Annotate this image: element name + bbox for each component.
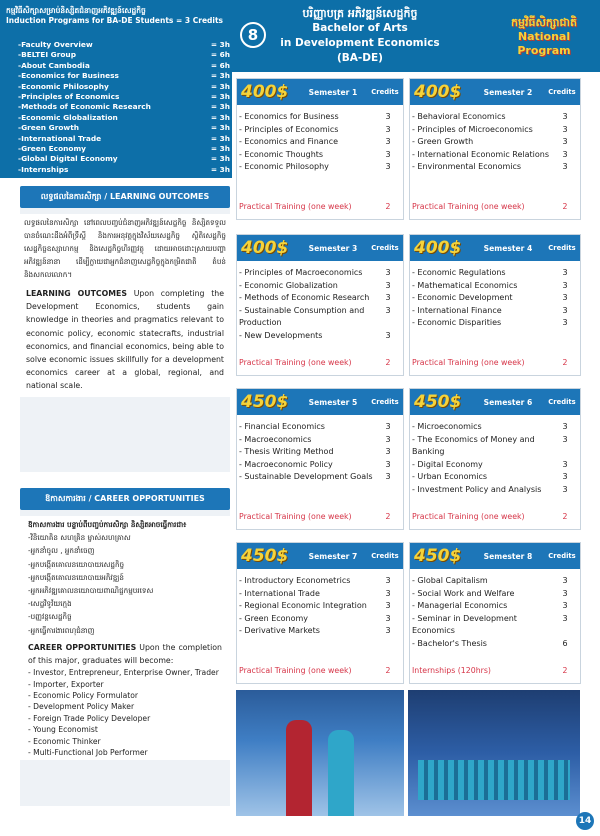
course-name: - Financial Economics [239,422,325,431]
course-name: - The Economics of Money and Banking [412,434,535,456]
induction-name: -Principles of Economics [18,92,120,102]
induction-list [18,40,230,175]
semester-card [236,388,404,530]
career-en-item: - Economic Thinker [28,736,101,746]
course-name: - Environmental Economics [412,162,522,171]
credits-header: Credits [548,244,576,252]
practical-credits: 2 [385,358,391,367]
course-row [412,161,578,174]
semester-card [409,234,581,376]
practical-row [239,512,401,521]
course-credits: 3 [385,576,391,585]
course-credits: 3 [562,472,568,481]
career-km-item: -បញ្ញវន្តសេដ្ឋកិច្ច [28,612,72,622]
credits-header: Credits [371,552,399,560]
course-row [412,292,578,305]
semester-title: Semester 6 [483,397,533,407]
course-list [237,105,403,174]
course-credits: 3 [562,613,568,623]
learning-outcomes-text: Upon completing the Development Economics, students gain knowledge in theories and pragmatics relevant to economic policy, economic statecrafts, industrial economics, and financial economics, being able to solve economic issues skillfully for a development economics career at a global, regional, and national scale. [26,289,224,391]
course-credits: 3 [385,588,391,598]
course-row [239,330,401,343]
program-title-en-2: in Development Economics (BA-DE) [280,37,440,64]
semester-header [410,79,580,105]
course-name: - Sustainable Consumption and Production [239,305,365,327]
practical-row [239,358,401,367]
semester-header [237,235,403,261]
learning-outcomes-km: លទ្ធផលនៃការសិក្សា នៅពេលបញ្ចប់ជំនាញអភិវឌ្ឍន៍សេដ្ឋកិច្ច និស្សិតទទួលបានចំណេះដឹងអំពីទ្រឹស្ដី និងការអនុវត្តក្នុងវិស័យសេដ្ឋកិច្ច ស្ថិតិសេដ្ឋកិច្ច សេដ្ឋកិច្ចឧស្សាហកម្ម និងសេដ្ឋកិច្ចហិរញ្ញវត្ថុ ដោយអាចដោះស្រាយបញ្ហាអភិវឌ្ឍន៍នានា ដើម្បីក្លាយជាអ្នកជំនាញសេដ្ឋកិច្ចក្នុងកម្រិតជាតិ តំបន់ និងសកលលោក។ [20,214,230,283]
course-row [412,459,578,472]
learning-outcomes-en [20,283,230,397]
course-name: - Methods of Economic Research [239,293,370,302]
induction-name: -Green Growth [18,123,80,133]
learning-outcomes-lead: LEARNING OUTCOMES [26,289,127,298]
semester-fee: 450$ [241,392,289,412]
course-credits: 3 [385,124,391,134]
course-credits: 3 [562,601,568,610]
course-name: - Global Capitalism [412,576,488,585]
induction-hours: = 6h [210,50,230,60]
course-name: - Introductory Econometrics [239,576,351,585]
course-row [239,600,401,613]
course-name: - Microeconomics [412,422,482,431]
practical-row [239,666,401,675]
course-credits: 3 [562,434,568,444]
course-credits: 3 [385,626,391,635]
course-row [239,459,401,472]
induction-name: -Methods of Economic Research [18,102,151,112]
course-name: - Economic Disparities [412,318,502,327]
course-row [412,600,578,613]
program-title-km: បរិញ្ញាបត្រ អភិវឌ្ឍន៍សេដ្ឋកិច្ច [302,7,418,20]
course-name: - Principles of Macroeconomics [239,268,363,277]
course-row [412,484,578,497]
course-name: - Thesis Writing Method [239,447,334,456]
induction-name: -About Cambodia [18,60,90,70]
course-name: - Green Growth [412,137,474,146]
course-credits: 3 [385,613,391,623]
course-credits: 3 [562,112,568,121]
course-row [412,267,578,280]
course-row [412,280,578,293]
career-en-item: - Multi-Functional Job Performer [28,748,148,758]
credits-header: Credits [548,88,576,96]
semester-card [236,78,404,220]
course-credits: 3 [562,268,568,277]
course-name: - Economic Philosophy [239,162,329,171]
induction-hours: = 3h [210,144,230,154]
course-credits: 3 [385,112,391,121]
course-name: - Principles of Economics [239,124,339,134]
course-name: - Urban Economics [412,472,488,481]
career-en-lead: CAREER OPPORTUNITIES [28,642,137,652]
practical-name: Practical Training (one week) [239,666,352,675]
program-title [270,6,450,66]
career-en-item: - Development Policy Maker [28,702,135,712]
course-credits: 3 [385,459,391,469]
course-name: - Behavioral Economics [412,112,506,121]
semester-header [410,389,580,415]
course-name: - Social Work and Welfare [412,588,515,598]
course-name: - Economic Globalization [239,280,338,290]
course-credits: 3 [385,280,391,290]
induction-item [18,61,230,71]
course-row [412,613,578,638]
course-credits: 6 [562,638,568,648]
course-row [412,638,578,651]
course-row [239,136,401,149]
career-section [20,488,230,806]
course-name: - Seminar in Development Economics [412,613,517,635]
induction-name: -Economics for Business [18,71,119,81]
course-row [412,111,578,124]
course-credits: 3 [562,576,568,585]
course-row [239,575,401,588]
course-name: - Sustainable Development Goals [239,472,373,481]
course-row [412,305,578,318]
national-program-km: កម្មវិធីសិក្សាជាតិ [511,16,577,29]
induction-hours: = 3h [210,71,230,81]
course-list [410,261,580,330]
course-row [412,317,578,330]
career-km-item: -អ្នកបង្កើតគោលនយោបាយអភិវឌ្ឍន៍ [28,572,124,582]
graduate-figure-2 [328,730,354,816]
course-credits: 3 [385,472,391,481]
induction-hours: = 3h [210,40,230,49]
semester-header [410,235,580,261]
practical-row [412,512,578,521]
graduation-photo [236,690,404,816]
course-row [239,471,401,484]
practical-name: Practical Training (one week) [239,512,352,521]
practical-row [412,202,578,211]
course-name: - Mathematical Economics [412,280,518,290]
course-row [239,421,401,434]
course-row [412,149,578,162]
course-name: - New Developments [239,330,323,340]
induction-name: -Economic Globalization [18,112,118,122]
induction-name: -Faculty Overview [18,40,93,49]
course-credits: 3 [385,422,391,431]
course-name: - Bachelor's Thesis [412,638,487,648]
course-row [239,292,401,305]
induction-item [18,144,230,154]
induction-name: -International Trade [18,133,102,143]
semester-title: Semester 2 [483,87,533,97]
course-name: - Regional Economic Integration [239,601,367,610]
course-name: - Digital Economy [412,459,483,469]
practical-name: Practical Training (one week) [412,202,525,211]
course-credits: 3 [385,434,391,444]
practical-name: Practical Training (one week) [239,202,352,211]
course-name: - International Economic Relations [412,149,550,159]
semester-card [236,234,404,376]
practical-name: Practical Training (one week) [412,358,525,367]
course-row [239,124,401,137]
course-name: - Economic Thoughts [239,149,324,159]
semester-header [237,389,403,415]
course-credits: 3 [385,305,391,315]
induction-item [18,113,230,123]
course-name: - Economics for Business [239,112,339,121]
career-en-intro [20,637,230,667]
course-row [239,588,401,601]
course-list [410,569,580,650]
career-km-item: -អ្នកធ្វើការងារពហុជំនាញ [28,625,95,635]
course-name: - Principles of Microeconomics [412,124,533,134]
course-credits: 3 [562,162,568,171]
induction-item [18,40,230,50]
induction-item [18,102,230,112]
career-heading: ឱកាសការងារ / CAREER OPPORTUNITIES [20,488,230,510]
practical-credits: 2 [562,358,568,367]
induction-item [18,71,230,81]
course-row [239,613,401,626]
course-row [412,471,578,484]
semester-card [409,78,581,220]
practical-credits: 2 [562,666,568,675]
semester-title: Semester 3 [308,243,358,253]
course-credits: 3 [385,268,391,277]
semester-fee: 450$ [241,546,289,566]
course-row [412,434,578,459]
induction-name: -Internships [18,164,69,174]
career-en-item: - Foreign Trade Policy Developer [28,713,151,723]
credits-header: Credits [371,88,399,96]
credits-header: Credits [548,398,576,406]
semester-title: Semester 4 [483,243,533,253]
course-credits: 3 [562,280,568,290]
course-row [412,124,578,137]
course-credits: 3 [562,305,568,315]
semester-fee: 400$ [241,238,289,258]
course-row [239,446,401,459]
course-credits: 3 [562,293,568,302]
course-name: - Economic Development [412,293,513,302]
credits-header: Credits [371,398,399,406]
induction-item [18,82,230,92]
course-name: - Macroeconomics [239,434,312,444]
induction-item [18,50,230,60]
course-credits: 3 [562,137,568,146]
course-credits: 3 [385,601,391,610]
course-list [237,261,403,342]
course-credits: 3 [385,330,391,340]
practical-name: Practical Training (one week) [239,358,352,367]
practical-name: Practical Training (one week) [412,512,525,521]
semester-card [409,388,581,530]
course-name: - Macroeconomic Policy [239,459,333,469]
course-credits: 3 [385,447,391,456]
header-left-km: កម្មវិធីសិក្សាសម្រាប់និស្សិតជំនាញអភិវឌ្ឍន៍សេដ្ឋកិច្ច [6,6,146,15]
header-left [6,6,223,26]
graduate-figure [286,720,312,816]
course-name: - Green Economy [239,613,309,623]
semester-header [410,543,580,569]
career-km-item: -សេដ្ឋវិទូវ័យក្មេង [28,599,72,609]
course-credits: 3 [562,124,568,134]
course-name: - Derivative Markets [239,626,320,635]
program-number-badge: 8 [240,22,266,48]
career-km-item: -អ្នកបង្កើតគោលនយោបាយសេដ្ឋកិច្ច [28,559,125,569]
course-row [239,625,401,638]
practical-row [239,202,401,211]
national-program-logo [496,16,592,58]
career-km-item: -អ្នកនាំចូល , អ្នកនាំចេញ [28,546,95,556]
career-km-lead: ឱកាសការងារ បន្ទាប់ពីបញ្ចប់ការសិក្សា និស្សិតអាចធ្វើការជា៖ [28,520,187,529]
semester-card [409,542,581,684]
induction-item [18,165,230,175]
header-left-en: Induction Programs for BA-DE Students = 3 Credits [6,16,224,25]
course-row [412,575,578,588]
course-credits: 3 [385,293,391,302]
course-name: - International Finance [412,305,502,315]
course-credits: 3 [562,459,568,469]
career-en-text: Upon the completion of this major, graduates will become: [28,642,222,666]
learning-outcomes-heading: លទ្ធផលនៃការសិក្សា / LEARNING OUTCOMES [20,186,230,208]
induction-item [18,134,230,144]
course-credits: 3 [385,137,391,146]
induction-hours: = 3h [210,164,230,174]
course-name: - Managerial Economics [412,601,508,610]
practical-credits: 2 [562,202,568,211]
course-name: - Investment Policy and Analysis [412,484,542,494]
course-row [412,421,578,434]
career-en-item: - Importer, Exporter [28,679,104,689]
career-km-item: -វិនិយោគិន សហគ្រិន ម្ចាស់សហគ្រាស [28,533,131,543]
course-list [237,415,403,484]
page-number: 14 [576,812,594,830]
semester-header [237,79,403,105]
induction-item [18,92,230,102]
career-en-item: - Economic Policy Formulator [28,691,139,701]
course-credits: 3 [385,162,391,171]
course-credits: 3 [562,484,568,494]
course-row [239,305,401,330]
semester-fee: 400$ [241,82,289,102]
program-title-en-1: Bachelor of Arts [312,22,408,34]
course-row [412,588,578,601]
induction-hours: = 3h [210,81,230,91]
semester-title: Semester 7 [308,551,358,561]
induction-hours: = 3h [210,92,230,102]
practical-credits: 2 [562,512,568,521]
career-en-item: - Investor, Entrepreneur, Enterprise Owner, Trader [28,668,219,678]
semester-fee: 400$ [414,82,462,102]
graduates-crowd [418,760,570,800]
practical-credits: 2 [385,512,391,521]
induction-name: -Green Economy [18,144,87,154]
induction-hours: = 3h [210,133,230,143]
induction-hours: = 6h [210,60,230,70]
induction-hours: = 3h [210,112,230,122]
induction-item [18,154,230,164]
practical-row [412,358,578,367]
induction-name: -Economic Philosophy [18,81,109,91]
practical-row [412,666,578,675]
practical-credits: 2 [385,202,391,211]
course-row [239,161,401,174]
semester-fee: 450$ [414,546,462,566]
course-name: - International Trade [239,588,320,598]
induction-hours: = 3h [210,154,230,164]
semester-fee: 450$ [414,392,462,412]
practical-credits: 2 [385,666,391,675]
course-list [237,569,403,638]
national-program-en: National Program [517,30,571,57]
semester-card [236,542,404,684]
induction-hours: = 3h [210,102,230,112]
learning-outcomes-section [20,186,230,472]
course-credits: 3 [562,588,568,598]
semester-fee: 400$ [414,238,462,258]
course-credits: 3 [562,149,568,159]
course-name: - Economics and Finance [239,137,339,146]
credits-header: Credits [371,244,399,252]
course-credits: 3 [562,422,568,431]
course-row [239,267,401,280]
induction-name: -Global Digital Economy [18,154,118,164]
semester-title: Semester 8 [483,551,533,561]
course-row [239,149,401,162]
course-name: - Economic Regulations [412,268,506,277]
semester-header [237,543,403,569]
course-list [410,105,580,174]
course-credits: 3 [385,149,391,159]
induction-name: -BELTEI Group [18,50,76,60]
career-km-item: -អ្នកអភិវឌ្ឍគោលនយោបាយពាណិជ្ជកម្មបរទេស [28,586,154,596]
ceremony-photo [408,690,580,816]
course-row [239,280,401,293]
induction-item [18,123,230,133]
career-en-item: - Young Economist [28,725,98,735]
course-row [239,434,401,447]
credits-header: Credits [548,552,576,560]
course-row [239,111,401,124]
semester-title: Semester 1 [308,87,358,97]
course-row [412,136,578,149]
course-list [410,415,580,496]
semester-title: Semester 5 [308,397,358,407]
practical-name: Internships (120hrs) [412,666,491,675]
course-credits: 3 [562,318,568,327]
induction-hours: = 3h [210,123,230,133]
